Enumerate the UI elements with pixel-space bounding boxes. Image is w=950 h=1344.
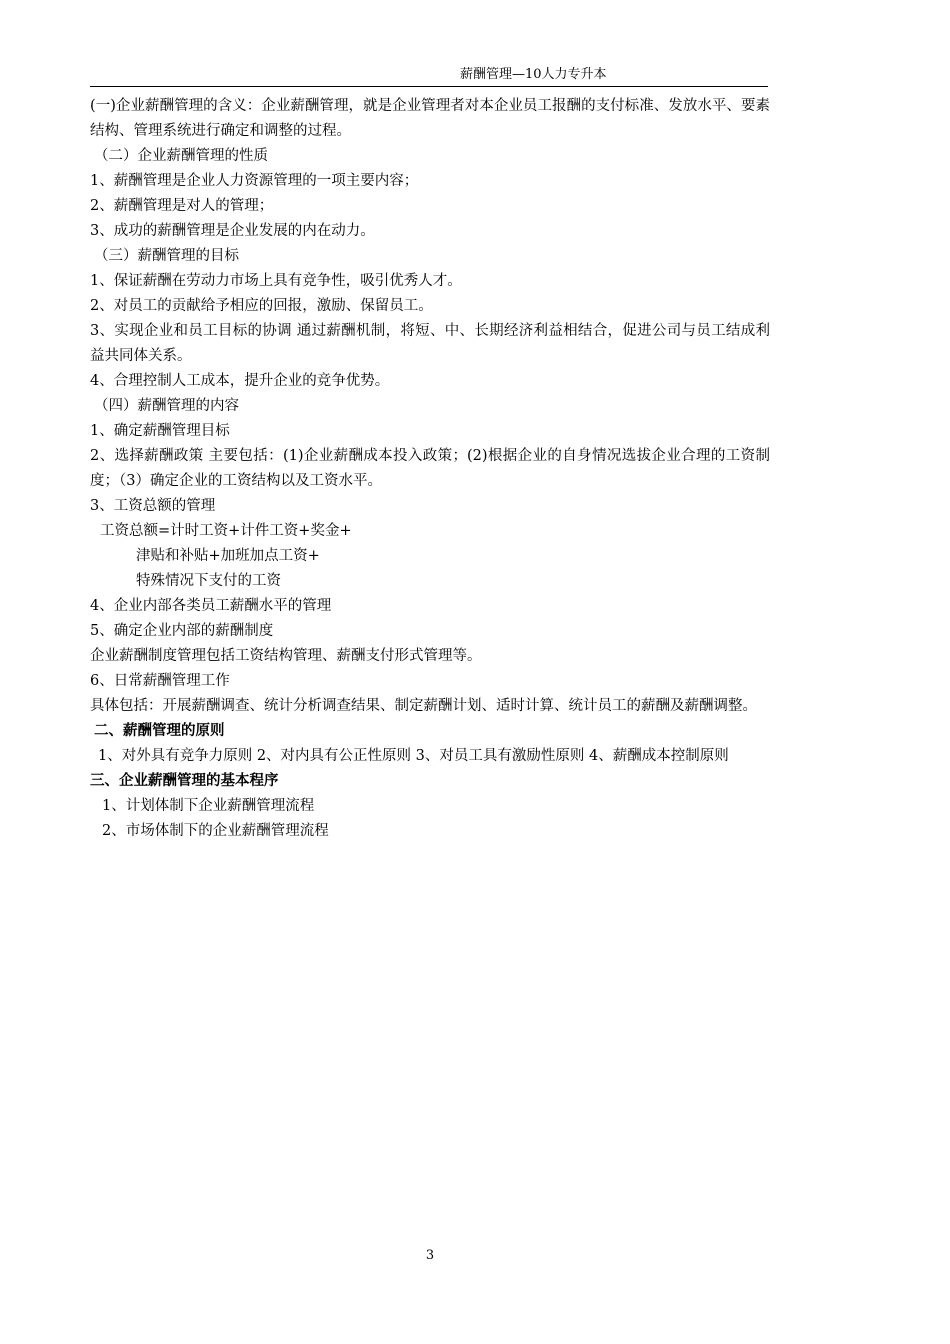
list-item: 1、确定薪酬管理目标: [90, 423, 230, 439]
list-item: 2、选择薪酬政策 主要包括：(1)企业薪酬成本投入政策；(2)根据企业的自身情况选拔企业合理的工资制度；（3）确定企业的工资结构以及工资水平。: [90, 448, 770, 489]
paragraph: 具体包括：开展薪酬调查、统计分析调查结果、制定薪酬计划、适时计算、统计员工的薪酬及薪酬调整。: [90, 698, 757, 714]
list-item: 3、实现企业和员工目标的协调 通过薪酬机制，将短、中、长期经济利益相结合，促进公司与员工结成利益共同体关系。: [90, 323, 770, 364]
formula-line: 特殊情况下支付的工资: [136, 573, 281, 589]
list-item: 1、薪酬管理是企业人力资源管理的一项主要内容；: [90, 173, 419, 189]
list-item: 5、确定企业内部的薪酬制度: [90, 623, 274, 639]
section-heading-nature: （二）企业薪酬管理的性质: [94, 148, 268, 164]
section-heading-procedure: 三、企业薪酬管理的基本程序: [90, 773, 279, 789]
list-item: 2、对员工的贡献给予相应的回报，激励、保留员工。: [90, 298, 433, 314]
section-heading-content: （四）薪酬管理的内容: [94, 398, 239, 414]
document-body: [90, 94, 770, 844]
list-item: 1、计划体制下企业薪酬管理流程: [102, 798, 315, 814]
page-header: [90, 64, 768, 87]
list-item: 3、工资总额的管理: [90, 498, 216, 514]
section-heading-goals: （三）薪酬管理的目标: [94, 248, 239, 264]
page-number: 3: [425, 1248, 435, 1263]
list-item: 1、保证薪酬在劳动力市场上具有竞争性，吸引优秀人才。: [90, 273, 462, 289]
paragraph-definition: (一)企业薪酬管理的含义：企业薪酬管理，就是企业管理者对本企业员工报酬的支付标准、发放水平、要素结构、管理系统进行确定和调整的过程。: [90, 98, 770, 139]
paragraph-principles: 1、对外具有竞争力原则 2、对内具有公正性原则 3、对员工具有激励性原则 4、薪酬成本控制原则: [98, 748, 729, 764]
header-title: 薪酬管理—10人力专升本: [460, 67, 607, 82]
formula-line: 工资总额=计时工资+计件工资+奖金+: [100, 523, 352, 539]
list-item: 3、成功的薪酬管理是企业发展的内在动力。: [90, 223, 375, 239]
list-item: 4、企业内部各类员工薪酬水平的管理: [90, 598, 332, 614]
formula-line: 津贴和补贴+加班加点工资+: [136, 548, 320, 564]
list-item: 4、合理控制人工成本，提升企业的竞争优势。: [90, 373, 390, 389]
list-item: 2、薪酬管理是对人的管理；: [90, 198, 274, 214]
list-item: 6、日常薪酬管理工作: [90, 673, 230, 689]
list-item: 2、市场体制下的企业薪酬管理流程: [102, 823, 329, 839]
paragraph: 企业薪酬制度管理包括工资结构管理、薪酬支付形式管理等。: [90, 648, 482, 664]
section-heading-principles: 二、薪酬管理的原则: [94, 723, 225, 739]
